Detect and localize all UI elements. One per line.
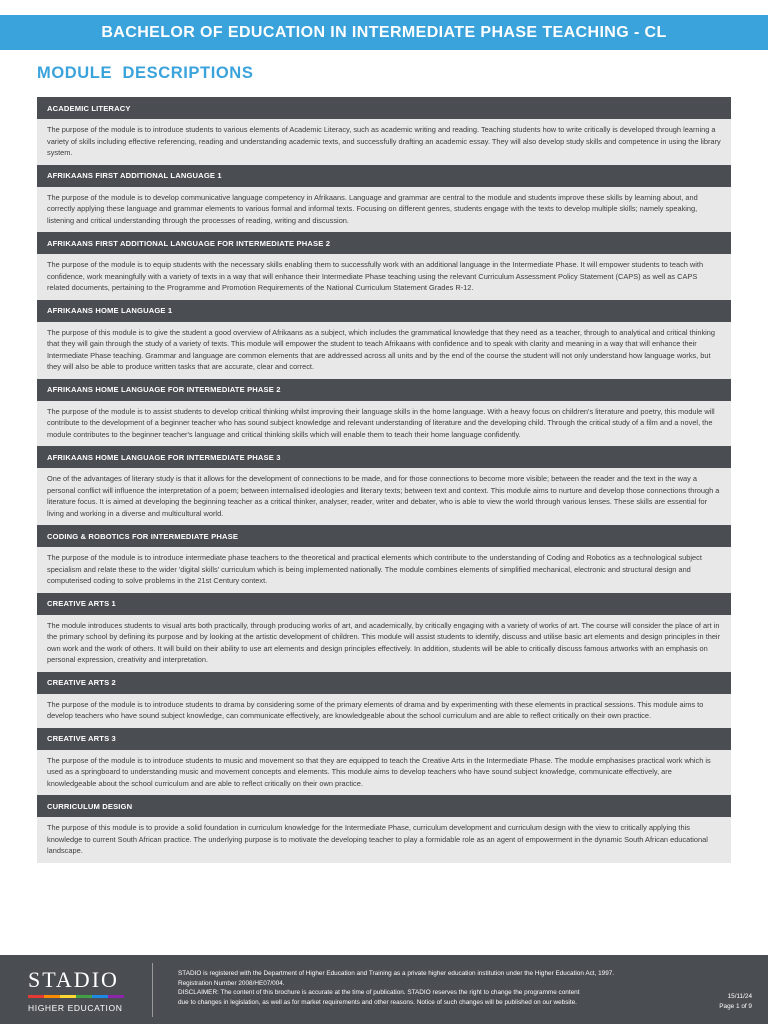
module-description: The purpose of the module is to equip students with the necessary skills enabling them to successfully work with an additional language in the Intermediate Phase. It will empower students to teach with confidence, work meaningfully with a variety of texts in a way that will enhance their Intermediate Phase teaching using the relevant Curriculum Assessment Policy Statement (CAPS) as well as CAPS related documents, pertaining to the Programme and Promotion Requirements of the National Curriculum Statement Grades R-12. — [37, 254, 731, 300]
footer-divider — [152, 963, 153, 1017]
footer-meta — [719, 992, 752, 1011]
logo-stripe-segment — [92, 995, 108, 998]
registration-line: STADIO is registered with the Department of Higher Education and Training as a private higher education institution under the Higher Education Act, 1997. — [178, 970, 615, 977]
module-title: CREATIVE ARTS 1 — [37, 593, 731, 615]
disclaimer-line-1: DISCLAIMER: The content of this brochure is accurate at the time of publication. STADIO reserves the right to change the programme content — [178, 989, 580, 997]
module-title: CREATIVE ARTS 3 — [37, 728, 731, 750]
logo-stripe-segment — [76, 995, 92, 998]
page-number: Page 1 of 9 — [719, 1002, 752, 1010]
logo-stripe-segment — [60, 995, 76, 998]
module-title: AFRIKAANS FIRST ADDITIONAL LANGUAGE 1 — [37, 165, 731, 187]
disclaimer-line-2: due to changes in legislation, as well as for market requirements and other reasons. Notice of such changes will be published on our website. — [178, 998, 577, 1006]
module-description: The purpose of this module is to provide a solid foundation in curriculum knowledge for the Intermediate Phase, curriculum development and curriculum design with the view to critically applying this knowledge to current South African practice. The underlying purpose is to motivate the developing teacher to play a formidable role as an agent of empowerment in the dynamic South African educational landscape. — [37, 817, 731, 863]
module-title: AFRIKAANS HOME LANGUAGE 1 — [37, 300, 731, 322]
module-title: ACADEMIC LITERACY — [37, 97, 731, 119]
module-title: AFRIKAANS FIRST ADDITIONAL LANGUAGE FOR INTERMEDIATE PHASE 2 — [37, 232, 731, 254]
section-title: MODULE DESCRIPTIONS — [37, 64, 254, 82]
footer — [0, 955, 768, 1024]
logo-stripe-segment — [44, 995, 60, 998]
publication-date: 15/11/24 — [727, 993, 752, 1000]
module-title: CURRICULUM DESIGN — [37, 795, 731, 817]
module-title: AFRIKAANS HOME LANGUAGE FOR INTERMEDIATE PHASE 3 — [37, 446, 731, 468]
module-description: The purpose of the module is to introduce students to various elements of Academic Literacy, such as academic writing and reading. Teaching students how to write critically is developed through learning a variety of skills including effective referencing, reading and understanding academic texts, and successfully drafting an academic essay. They will also develop study skills and competence in using the library system. — [37, 119, 731, 165]
programme-title-banner — [0, 15, 768, 50]
module-description: One of the advantages of literary study is that it allows for the development of connections to be made, and for those connections to become more visible; between the reader and the text in the way a personal conflict will influence the interpretation of a poem; between internalised ideologies and literary texts; between text and context. This module aims to nurture and develop those connections through a literature focus. It is aimed at developing the beginning teacher as a critical thinker, analyser, reader, writer and debater, who is able to view the world through various lenses. These skills are essential for living and working in a diverse and multicultural world. — [37, 468, 731, 525]
logo-subtitle: HIGHER EDUCATION — [28, 1003, 123, 1013]
module-description: The purpose of the module is to introduce students to music and movement so that they are equipped to teach the Creative Arts in the Intermediate Phase. The module emphasises practical work which is used as a springboard to understanding music and movement concepts and elements. This module aims to develop teachers who have sound subject knowledge, communicate effectively, are knowledgeable about the school curriculum and are able to reflect critically on their own practice. — [37, 750, 731, 796]
stadio-logo — [26, 967, 128, 1017]
logo-stripe-segment — [108, 995, 124, 998]
logo-wordmark: STADIO — [28, 967, 119, 992]
module-description: The purpose of this module is to give the student a good overview of Afrikaans as a subject, which includes the grammatical knowledge that they need as a teacher, through to analytical and critical thinking that they will gain through the study of a variety of texts. This module will empower the student to teach Afrikaans with confidence and to speak with clarity and meaning in a way that will enhance their Intermediate Phase teaching. Grammar and language are common elements that are addressed across all units and by the end of the course the student will not only understand how language works, but they will also be able to produce written tasks that are accurate, clear and correct. — [37, 322, 731, 379]
module-description: The purpose of the module is to introduce intermediate phase teachers to the theoretical and practical elements which contribute to the understanding of Coding and Robotics as a technological subject specialism and relate these to the wider 'digital skills' curriculum which is being implemented nationally. The module combines elements of simplified mechanical, electronic and structural design and computerised coding to solve problems in the 21st Century context. — [37, 547, 731, 593]
module-description: The purpose of the module is to develop communicative language competency in Afrikaans. Language and grammar are central to the module and students improve these skills by learning about, and correctly applying these language and grammar elements to various formal and informal texts. Focusing on different genres, students engage with the texts to develop multiple skills; namely speaking, listening and critical understanding through the processes of reading, writing and discussion. — [37, 187, 731, 233]
module-title: CREATIVE ARTS 2 — [37, 672, 731, 694]
module-title: AFRIKAANS HOME LANGUAGE FOR INTERMEDIATE PHASE 2 — [37, 379, 731, 401]
programme-title: BACHELOR OF EDUCATION IN INTERMEDIATE PHASE TEACHING - CL — [101, 23, 667, 41]
footer-disclaimer — [178, 969, 678, 1007]
registration-number: Registration Number 2008/HE07/004. — [178, 979, 285, 987]
logo-color-stripe — [28, 995, 124, 998]
module-description: The module introduces students to visual arts both practically, through producing works of art, and academically, by critically engaging with a variety of works of art. The course will consider the place of art in the primary school by defining its purpose and by looking at the artistic development of children. This module will assist students to identify, discuss and utilise basic art elements and design principles in their own work and the work of others. It will build on their ability to use art elements and design principles effectively. In addition, students will be able to critically discuss famous artworks with an emphasis on personal expression, creativity and interpretation. — [37, 615, 731, 672]
module-description: The purpose of the module is to assist students to develop critical thinking whilst improving their language skills in the home language. With a heavy focus on children's literature and poetry, this module will contribute to the development of a beginner teacher who has sound subject knowledge and relevant understanding of literature and the developing child. Through the critical study of a film and a novel, the module contributes to the beginner teacher's language and critical thinking skills which will enable them to teach their home language confidently. — [37, 401, 731, 447]
module-title: CODING & ROBOTICS FOR INTERMEDIATE PHASE — [37, 525, 731, 547]
module-list — [37, 97, 731, 863]
logo-stripe-segment — [28, 995, 44, 998]
module-description: The purpose of the module is to introduce students to drama by considering some of the primary elements of drama and by experimenting with these elements in practical sessions. This module aims to develop teachers who have sound subject knowledge, can communicate effectively, are knowledgeable about the school curriculum and are able to reflect critically on their own practice. — [37, 694, 731, 728]
